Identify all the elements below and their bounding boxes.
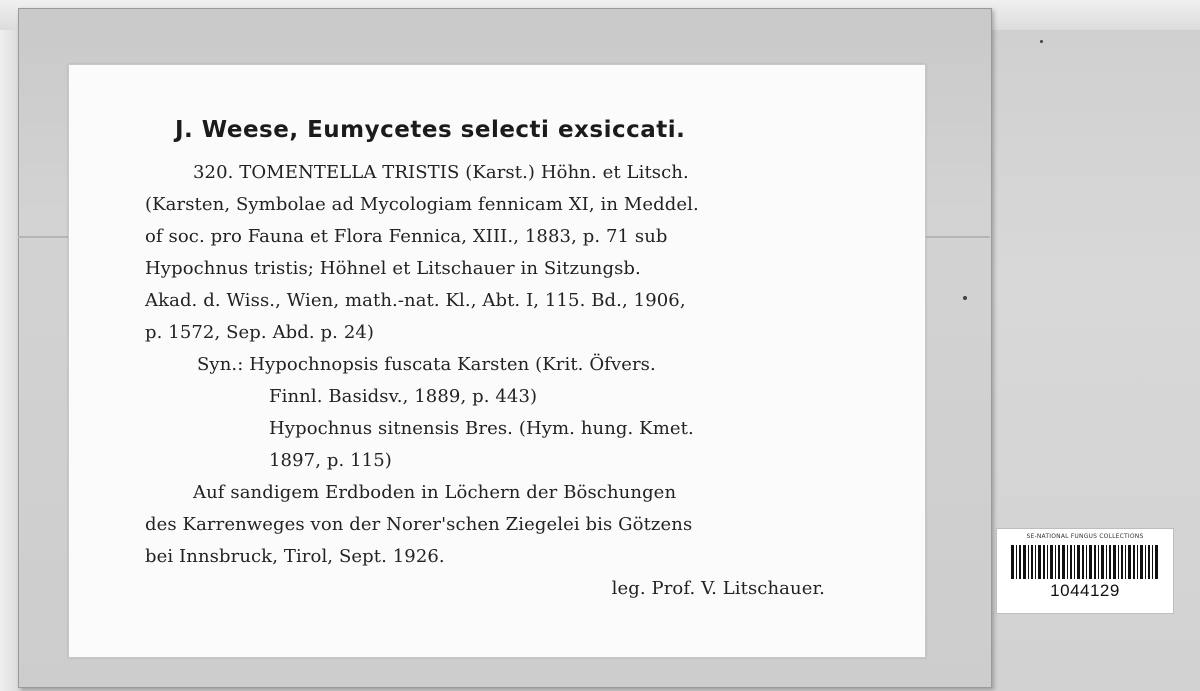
label-line: Finnl. Basidsv., 1889, p. 443) — [269, 386, 538, 407]
specimen-label — [68, 64, 926, 658]
label-line: (Karsten, Symbolae ad Mycologiam fennicam XI, in Meddel. — [145, 194, 699, 215]
label-line: 1897, p. 115) — [269, 450, 392, 471]
barcode-icon — [1011, 545, 1159, 579]
label-line: p. 1572, Sep. Abd. p. 24) — [145, 322, 375, 343]
label-title: J. Weese, Eumycetes selecti exsiccati. — [175, 117, 686, 143]
speck — [963, 296, 967, 300]
barcode-caption: SE-NATIONAL FUNGUS COLLECTIONS — [1026, 533, 1144, 540]
label-line-species: 320. TOMENTELLA TRISTIS (Karst.) Höhn. et Litsch. — [193, 162, 689, 183]
barcode-label — [996, 528, 1174, 614]
label-line: Hypochnus tristis; Höhnel et Litschauer in Sitzungsb. — [145, 258, 641, 279]
barcode-number: 1044129 — [1050, 581, 1120, 600]
label-line: des Karrenweges von der Norer'schen Ziegelei bis Götzens — [145, 514, 693, 535]
speck — [1040, 40, 1043, 43]
label-line: Akad. d. Wiss., Wien, math.-nat. Kl., Abt. I, 115. Bd., 1906, — [145, 290, 686, 311]
label-line-synonym: Hypochnus sitnensis Bres. (Hym. hung. Kmet. — [269, 418, 694, 439]
label-line-synonym: Syn.: Hypochnopsis fuscata Karsten (Krit. Öfvers. — [197, 354, 656, 375]
label-line: of soc. pro Fauna et Flora Fennica, XIII., 1883, p. 71 sub — [145, 226, 668, 247]
label-line: bei Innsbruck, Tirol, Sept. 1926. — [145, 546, 445, 567]
label-text-block — [145, 117, 825, 605]
label-line-locality: Auf sandigem Erdboden in Löchern der Böschungen — [193, 482, 677, 503]
label-line-collector: leg. Prof. V. Litschauer. — [611, 578, 825, 599]
